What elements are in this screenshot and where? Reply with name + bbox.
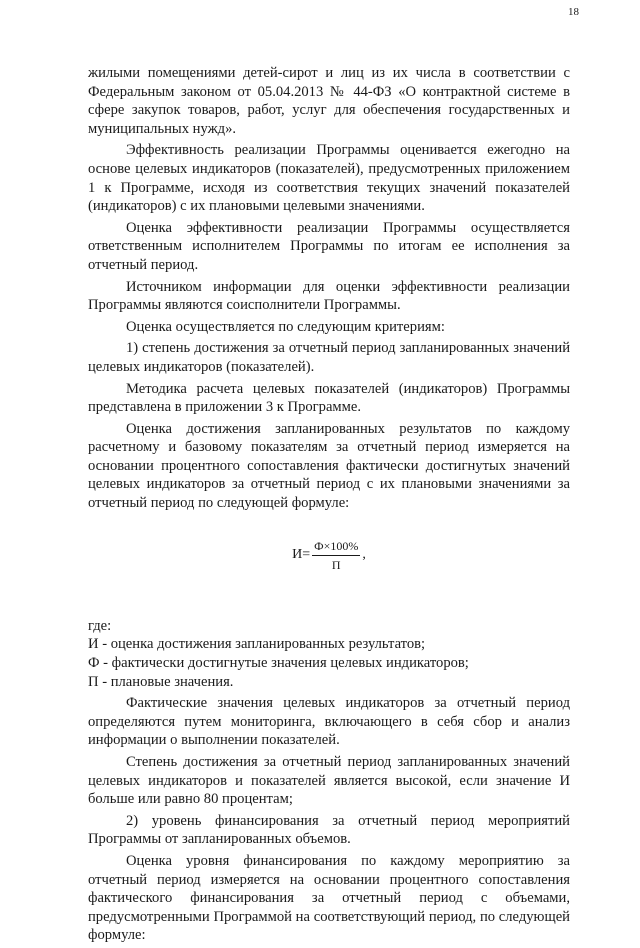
paragraph: Оценка уровня финансирования по каждому мероприятию за отчетный период измеряется на основании процентного сопоставления фактического финансирования за отчетный период с объемами, предусмотренными Программой на соответствующий период, по следующей формуле: xyxy=(88,852,570,944)
formula-numerator: Ф×100% xyxy=(312,537,360,557)
definition-item: Ф - фактически достигнутые значения целевых индикаторов; xyxy=(88,655,469,672)
paragraph: Фактические значения целевых индикаторов за отчетный период определяются путем мониторинга, включающего в себя сбор и анализ информации о выполнении показателей. xyxy=(88,695,570,749)
definitions-intro: где: xyxy=(88,617,112,634)
paragraph: 2) уровень финансирования за отчетный период мероприятий Программы от запланированных объемов. xyxy=(88,812,570,848)
body-text xyxy=(88,64,570,948)
definitions-list xyxy=(88,635,570,691)
formula-lhs: И= xyxy=(292,547,311,563)
paragraph: Эффективность реализации Программы оценивается ежегодно на основе целевых индикаторов (показателей), предусмотренных приложением 1 к Программе, исходя из соответствия текущих значений показателей (индикаторов) с их плановыми целевыми значениями. xyxy=(88,142,570,215)
paragraph: Источником информации для оценки эффективности реализации Программы являются соисполнители Программы. xyxy=(88,278,570,314)
definition-item: И - оценка достижения запланированных результатов; xyxy=(88,636,426,653)
paragraph: Оценка достижения запланированных результатов по каждому расчетному и базовому показателям за отчетный период измеряется на основании процентного сопоставления фактически достигнутых значений целевых индикаторов за отчетный период с их плановыми значениями за отчетный период по следующей формуле: xyxy=(88,420,570,512)
paragraph: Степень достижения за отчетный период запланированных значений целевых индикаторов и показателей является высокой, если значение И больше или равно 80 процентам; xyxy=(88,754,570,808)
page-number: 18 xyxy=(568,6,579,18)
paragraph: Методика расчета целевых показателей (индикаторов) Программы представлена в приложении 3 к Программе. xyxy=(88,380,570,416)
formula-denominator: П xyxy=(331,558,341,573)
formula-trailing: , xyxy=(362,547,366,563)
formula xyxy=(88,537,570,575)
formula-fraction xyxy=(312,537,360,575)
paragraph: Оценка осуществляется по следующим критериям: xyxy=(126,318,445,335)
paragraph: жилыми помещениями детей-сирот и лиц из их числа в соответствии с Федеральным законом от 05.04.2013 № 44-ФЗ «О контрактной системе в сфере закупок товаров, работ, услуг для обеспечения государственных и муниципальных нужд». xyxy=(88,65,570,137)
paragraphs-before xyxy=(88,64,570,513)
paragraph: Оценка эффективности реализации Программы осуществляется ответственным исполнителем Программы по итогам ее исполнения за отчетный период. xyxy=(88,219,570,273)
definition-item: П - плановые значения. xyxy=(88,673,234,690)
paragraph: 1) степень достижения за отчетный период запланированных значений целевых индикаторов (показателей). xyxy=(88,340,570,375)
paragraphs-after xyxy=(88,694,570,945)
